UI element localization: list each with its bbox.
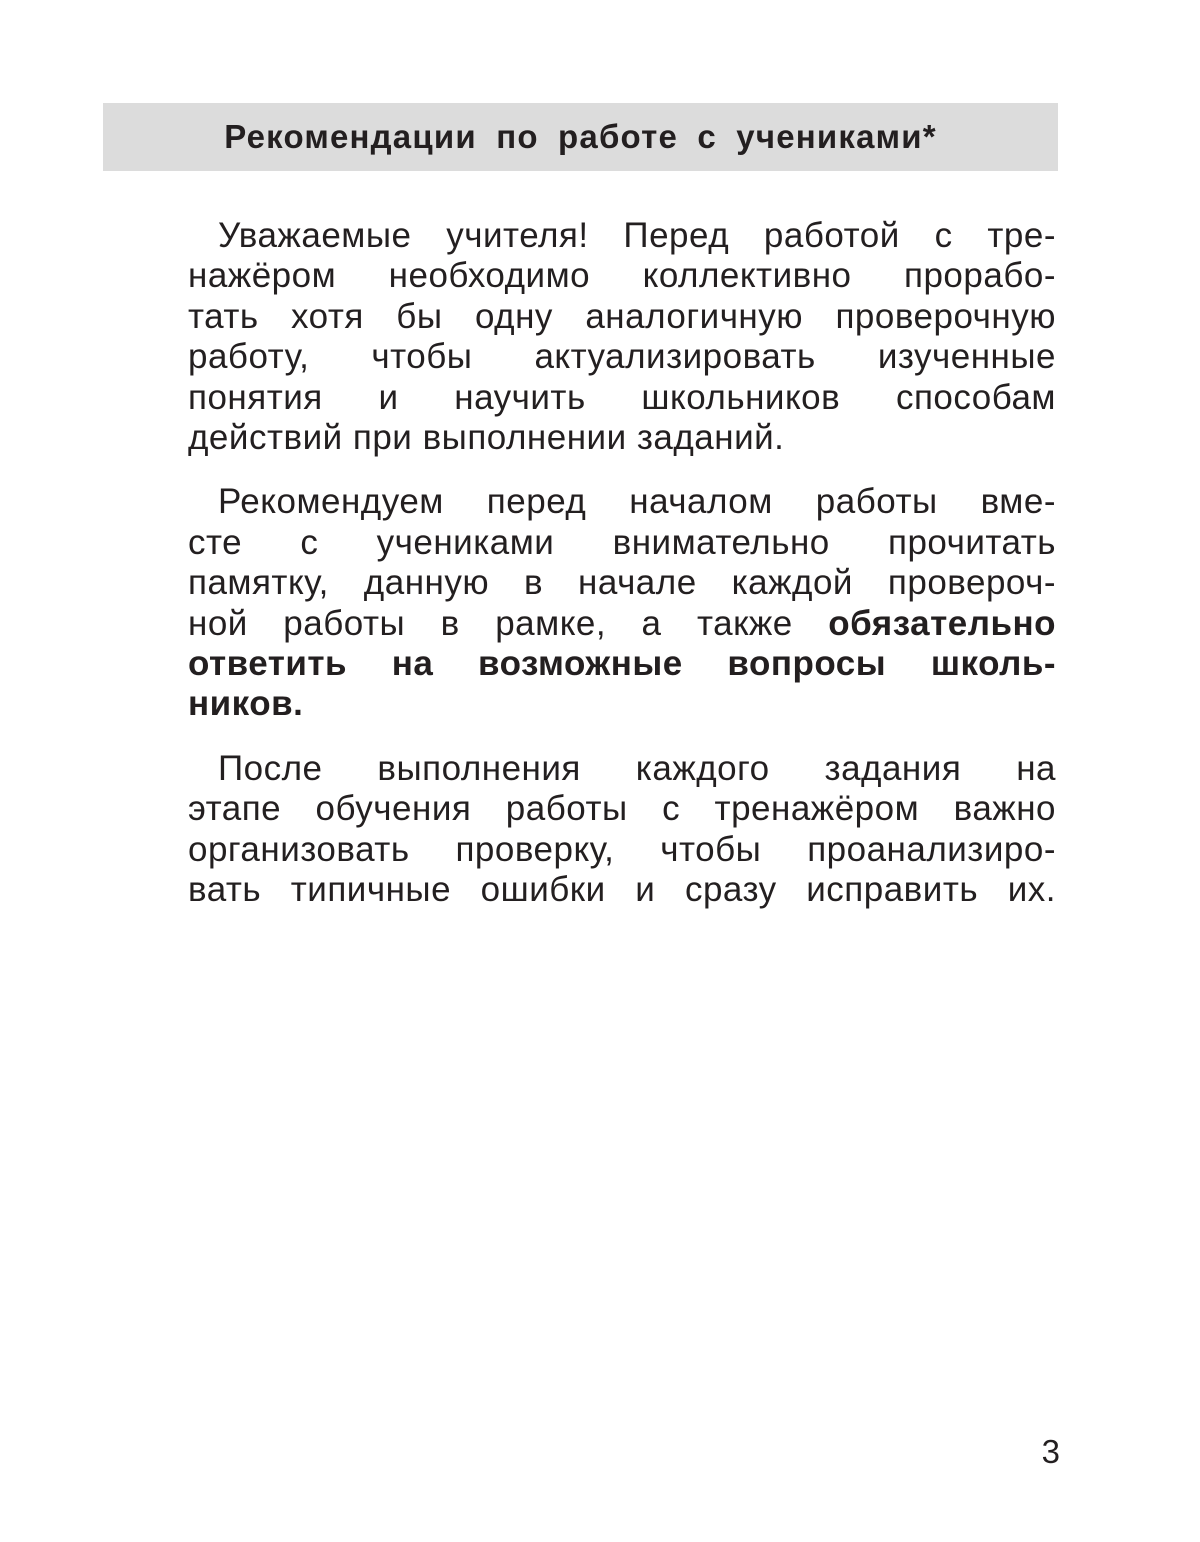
text-line: действий при выполнении заданий. <box>188 418 785 458</box>
text-line: нажёром необходимо коллективно прорабо- <box>188 256 1056 296</box>
text-line: сте с учениками внимательно прочитать <box>188 522 1056 562</box>
text-line: тать хотя бы одну аналогичную проверочную <box>188 296 1056 336</box>
text-line: этапе обучения работы с тренажёром важно <box>188 789 1056 829</box>
text-line-mixed <box>188 604 1056 644</box>
page-title: Рекомендации по работе с учениками* <box>224 118 937 155</box>
page-number: 3 <box>1041 1433 1060 1470</box>
emphasis-text: обязательно <box>828 603 1056 643</box>
emphasis-line: ответить на возможные вопросы школь- <box>188 644 1056 684</box>
paragraph-recommendation <box>188 482 1056 724</box>
text-line: После выполнения каждого задания на <box>218 748 1056 788</box>
text-line: понятия и научить школьников способам <box>188 377 1056 417</box>
header-band <box>103 103 1058 171</box>
text-line: памятку, данную в начале каждой провероч- <box>188 563 1056 603</box>
text-line: Уважаемые учителя! Перед работой с тре- <box>218 216 1056 255</box>
paragraph-checking <box>188 749 1056 911</box>
paragraph-intro <box>188 216 1056 458</box>
text-line: работу, чтобы актуализировать изученные <box>188 337 1056 377</box>
text-line: организовать проверку, чтобы проанализиро- <box>188 829 1056 869</box>
emphasis-line: ников. <box>188 684 304 724</box>
text-line: вать типичные ошибки и сразу исправить их. <box>188 870 1056 910</box>
text-segment: ной работы в рамке, а также <box>188 603 829 643</box>
main-content <box>188 216 1056 911</box>
text-line: Рекомендуем перед началом работы вме- <box>218 482 1056 522</box>
